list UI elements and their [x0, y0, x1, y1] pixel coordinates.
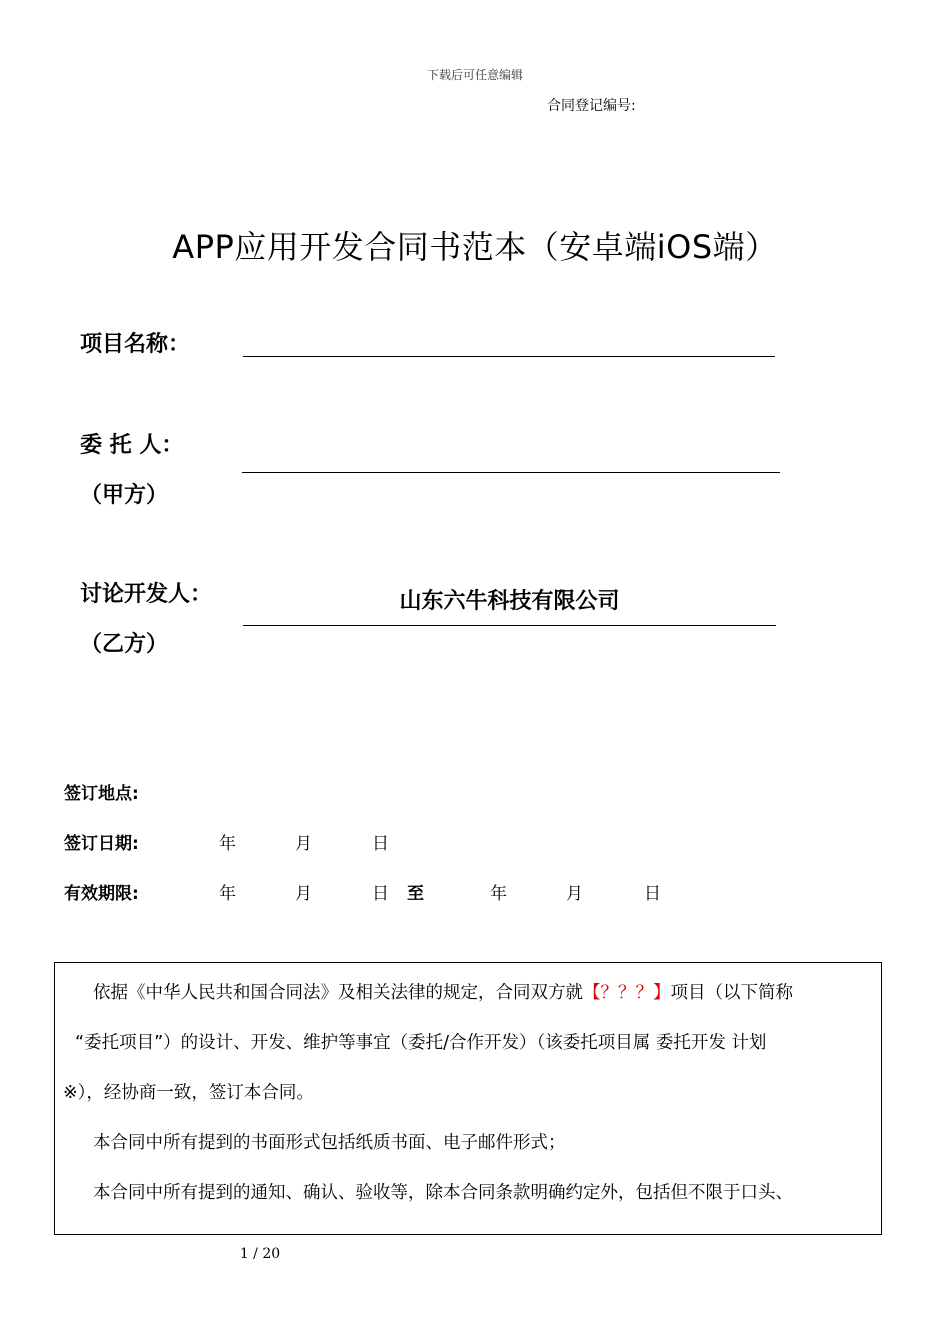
validity-label: 有效期限: — [64, 884, 139, 904]
validity-to: 至 — [407, 884, 424, 904]
client-line — [242, 472, 780, 473]
registration-number-label: 合同登记编号: — [547, 98, 636, 114]
validity-end-month: 月 — [566, 884, 583, 904]
preamble-line-2: “委托项目”）的设计、开发、维护等事宜（委托/合作开发）（该委托项目属 委托开发 计划 — [75, 1033, 767, 1053]
validity-end-day: 日 — [644, 884, 661, 904]
contract-preamble-box — [54, 962, 882, 1235]
validity-start-year: 年 — [219, 884, 236, 904]
project-name-line — [243, 356, 775, 357]
page-indicator: 1 / 20 — [239, 1246, 281, 1262]
preamble-line-1-pre: 依据《中华人民共和国合同法》及相关法律的规定，合同双方就 — [93, 983, 583, 1003]
project-name-label: 项目名称： — [80, 332, 191, 357]
signing-year: 年 — [219, 834, 236, 854]
validity-start-day: 日 — [372, 884, 389, 904]
preamble-line-5: 本合同中所有提到的通知、确认、验收等，除本合同条款明确约定外，包括但不限于口头、 — [93, 1183, 793, 1203]
project-placeholder: 【？？？】 — [583, 983, 671, 1003]
client-label: 委 托 人： — [80, 433, 184, 458]
client-party-label: （甲方） — [80, 483, 169, 508]
preamble-line-1 — [93, 979, 793, 1004]
validity-end-year: 年 — [490, 884, 507, 904]
developer-name: 山东六牛科技有限公司 — [399, 589, 620, 614]
signing-date-label: 签订日期: — [64, 834, 139, 854]
developer-line — [243, 625, 776, 626]
developer-label: 讨论开发人： — [80, 582, 213, 607]
document-title: APP应用开发合同书范本（安卓端iOS端） — [172, 228, 778, 266]
signing-place-label: 签订地点: — [64, 784, 139, 804]
header-note: 下载后可任意编辑 — [426, 68, 523, 82]
preamble-line-3: ※），经协商一致，签订本合同。 — [63, 1083, 314, 1103]
signing-day: 日 — [372, 834, 389, 854]
preamble-line-1-post: 项目（以下简称 — [670, 983, 793, 1003]
developer-party-label: （乙方） — [80, 632, 169, 657]
signing-month: 月 — [295, 834, 312, 854]
validity-start-month: 月 — [295, 884, 312, 904]
preamble-line-4: 本合同中所有提到的书面形式包括纸质书面、电子邮件形式； — [93, 1133, 566, 1153]
